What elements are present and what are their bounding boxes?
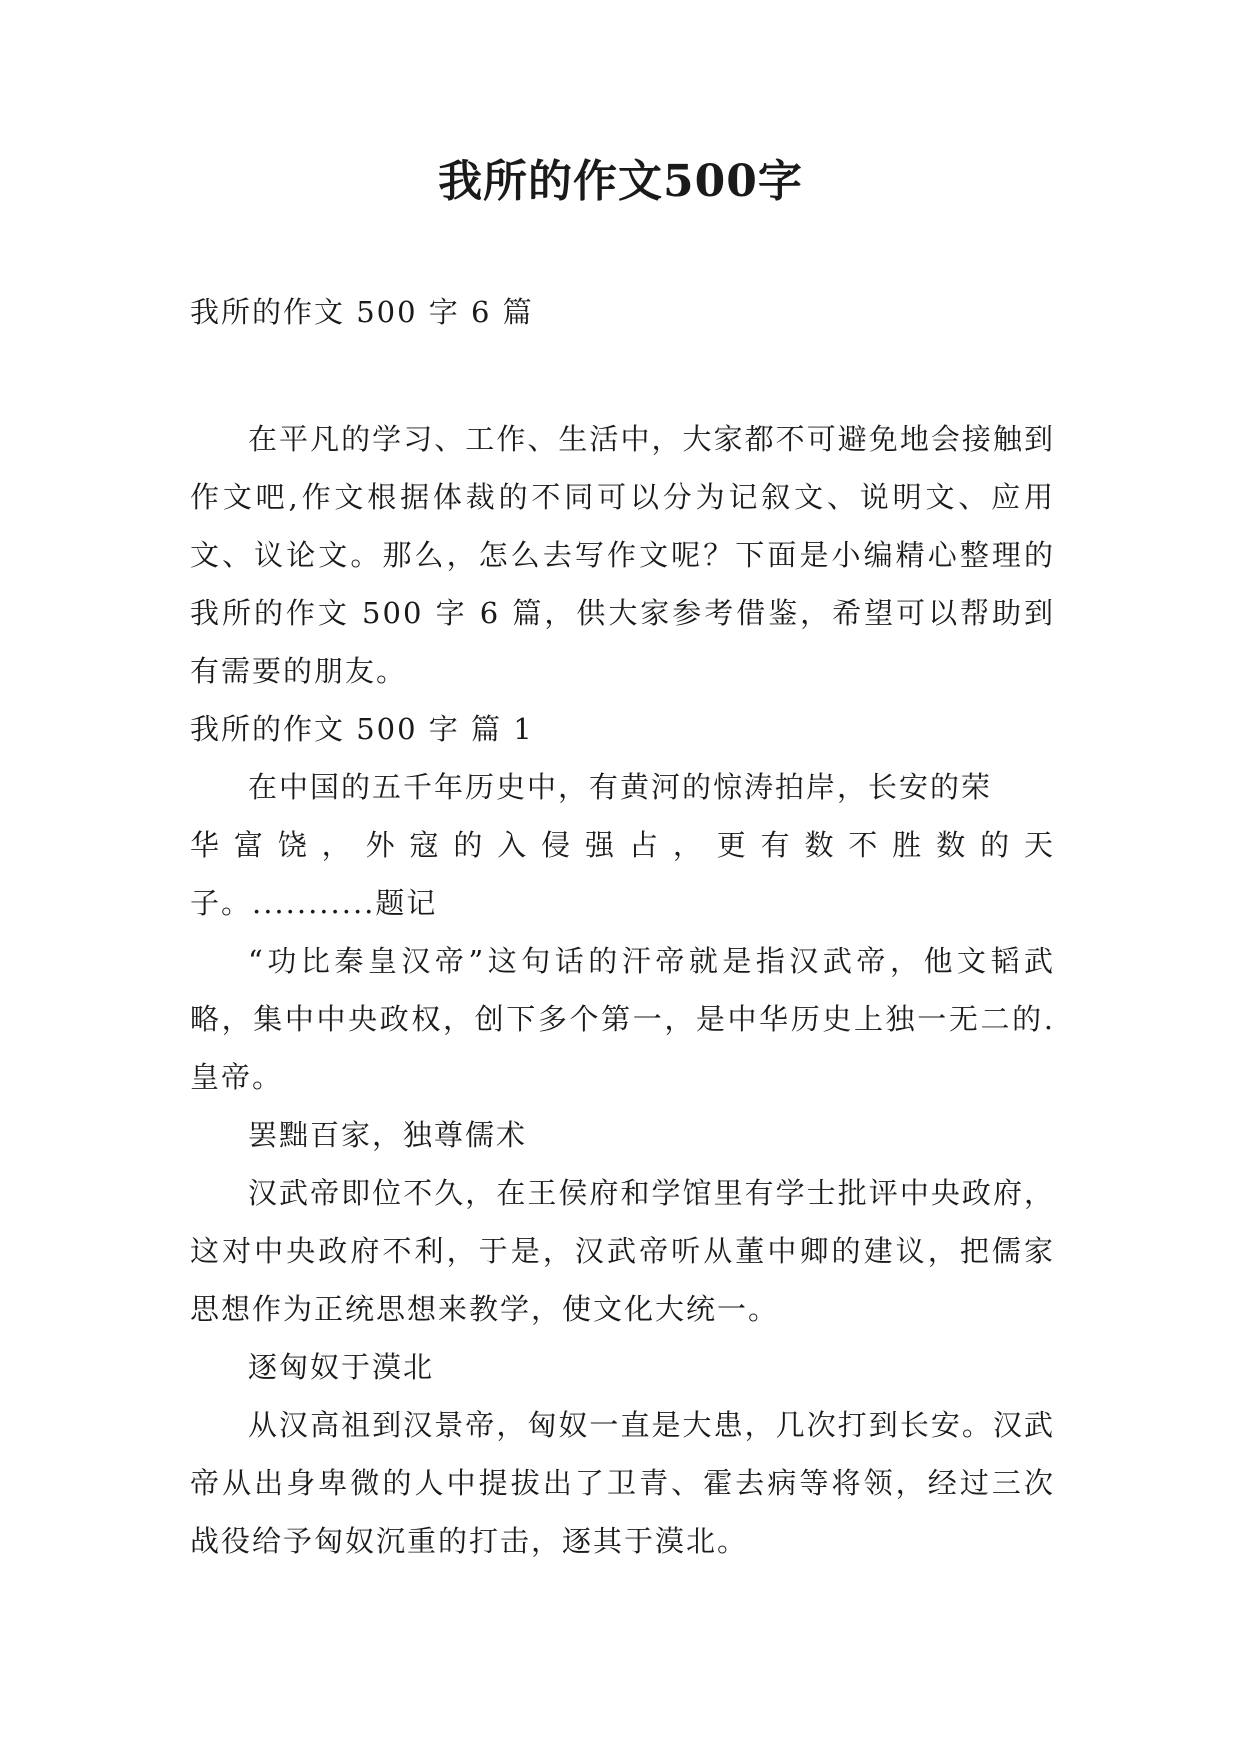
body-paragraph: 从汉高祖到汉景帝，匈奴一直是大患，几次打到长安。汉武帝从出身卑微的人中提拔出了卫青、霍去病等将领，经过三次战役给予匈奴沉重的打击，逐其于漠北。 (190, 1408, 1055, 1558)
body-paragraph: 华富饶，外寇的入侵强占，更有数不胜数的天 (190, 828, 1055, 862)
body-paragraph: 在中国的五千年历史中，有黄河的惊涛拍岸，长安的荣 (248, 770, 993, 804)
body-paragraph: 汉武帝即位不久，在王侯府和学馆里有学士批评中央政府，这对中央政府不利，于是，汉武帝听从董中卿的建议，把儒家思想作为正统思想来教学，使文化大统一。 (190, 1176, 1055, 1326)
document-subtitle: 我所的作文 500 字 6 篇 (190, 295, 534, 329)
subheading: 罢黜百家，独尊儒术 (248, 1118, 528, 1152)
section-heading-1: 我所的作文 500 字 篇 1 (190, 712, 534, 746)
intro-paragraph: 在平凡的学习、工作、生活中，大家都不可避免地会接触到作文吧,作文根据体裁的不同可以分为记叙文、说明文、应用文、议论文。那么，怎么去写作文呢？下面是小编精心整理的我所的作文 500 字 6 篇，供大家参考借鉴，希望可以帮助到有需要的朋友。 (190, 422, 1055, 688)
subheading: 逐匈奴于漠北 (248, 1350, 435, 1384)
body-paragraph: “功比秦皇汉帝”这句话的汗帝就是指汉武帝，他文韬武略，集中中央政权，创下多个第一，是中华历史上独一无二的.皇帝。 (190, 944, 1055, 1094)
document-body (190, 410, 1055, 1570)
document-title: 我所的作文500字 (438, 156, 803, 207)
body-paragraph: 子。...........题记 (190, 886, 438, 920)
